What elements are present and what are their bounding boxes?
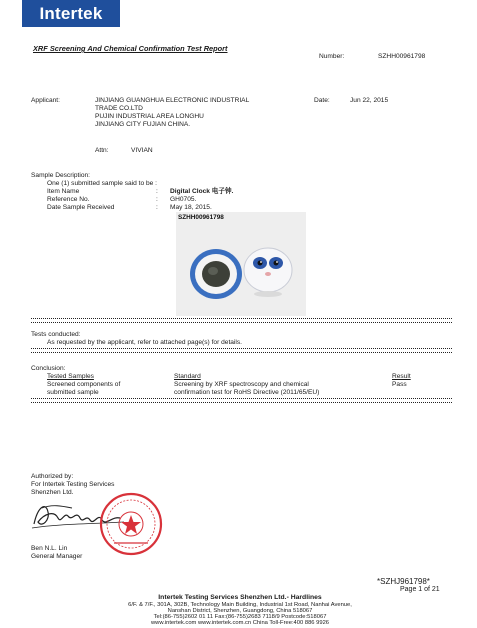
applicant-label: Applicant: <box>31 97 60 104</box>
applicant-line-1: JINJIANG GUANGHUA ELECTRONIC INDUSTRIAL <box>95 97 250 104</box>
footer-address-2: Nanshan District, Shenzhen, Guangdong, China 518067 <box>167 608 313 614</box>
applicant-line-4: JINJIANG CITY FUJIAN CHINA. <box>95 121 191 128</box>
divider-line <box>31 398 452 403</box>
tests-conducted-label: Tests conducted: <box>31 331 81 338</box>
date-value: Jun 22, 2015 <box>350 97 389 104</box>
page-number: Page 1 of 21 <box>400 586 440 593</box>
divider-line <box>31 348 452 353</box>
item-name-label: Item Name <box>47 188 80 195</box>
photo-label: SZHH00961798 <box>178 214 224 221</box>
number-value: SZHH00961798 <box>378 53 426 60</box>
barcode-text: *SZHJ961798* <box>377 577 430 586</box>
digital-clock-photo <box>176 212 306 316</box>
reference-no-value: GH0705. <box>170 196 197 203</box>
number-label: Number: <box>319 53 345 60</box>
footer-company: Intertek Testing Services Shenzhen Ltd.- Hardlines <box>158 594 322 601</box>
report-title: XRF Screening And Chemical Confirmation Test Report <box>33 44 228 53</box>
intertek-logo: Intertek <box>22 0 120 27</box>
conclusion-label: Conclusion: <box>31 365 66 372</box>
attn-value: VIVIAN <box>131 147 153 154</box>
divider-line <box>31 318 452 323</box>
result-header: Result <box>392 373 411 380</box>
tests-conducted-text: As requested by the applicant, refer to attached page(s) for details. <box>47 339 242 346</box>
signatory-title: General Manager <box>31 553 83 560</box>
tested-samples-line-2: submitted sample <box>47 389 99 396</box>
sample-description-label: Sample Description: <box>31 172 91 179</box>
signatory-name: Ben N.L. Lin <box>31 545 68 552</box>
date-label: Date: <box>314 97 330 104</box>
standard-header: Standard <box>174 373 201 380</box>
applicant-line-2: TRADE CO.LTD <box>95 105 143 112</box>
sample-photo <box>176 212 306 316</box>
attn-label: Attn: <box>95 147 109 154</box>
date-received-label: Date Sample Received <box>47 204 115 211</box>
authorized-line-1: Authorized by: <box>31 473 74 480</box>
applicant-line-3: PUJIN INDUSTRIAL AREA LONGHU <box>95 113 204 120</box>
sample-intro: One (1) submitted sample said to be : <box>47 180 157 187</box>
standard-line-2: confirmation test for RoHS Directive (2011/65/EU) <box>174 389 320 396</box>
authorized-line-2: For Intertek Testing Services <box>31 481 115 488</box>
footer-contact: Tel:(86-755)2602 01 11 Fax:(86-755)2683 7118/9 Postcode:518067 <box>153 614 327 620</box>
item-name-colon: : <box>156 188 158 195</box>
authorized-line-3: Shenzhen Ltd. <box>31 489 74 496</box>
date-received-value: May 18, 2015. <box>170 204 212 211</box>
standard-line-1: Screening by XRF spectroscopy and chemical <box>174 381 309 388</box>
footer-address-1: 6/F. & 7/F., 301A, 302B, Technology Main Building, Industrial 1st Road, Nanhai Avenue, <box>128 602 352 608</box>
item-name-value: Digital Clock 电子钟. <box>170 188 234 195</box>
reference-no-colon: : <box>156 196 158 203</box>
date-received-colon: : <box>156 204 158 211</box>
company-seal-stamp <box>96 491 166 557</box>
result-value: Pass <box>392 381 407 388</box>
tested-samples-line-1: Screened components of <box>47 381 121 388</box>
footer-web: www.intertek.com www.intertek.com.cn China Toll-Free:400 886 9926 <box>150 620 330 626</box>
tested-samples-header: Tested Samples <box>47 373 94 380</box>
reference-no-label: Reference No. <box>47 196 90 203</box>
